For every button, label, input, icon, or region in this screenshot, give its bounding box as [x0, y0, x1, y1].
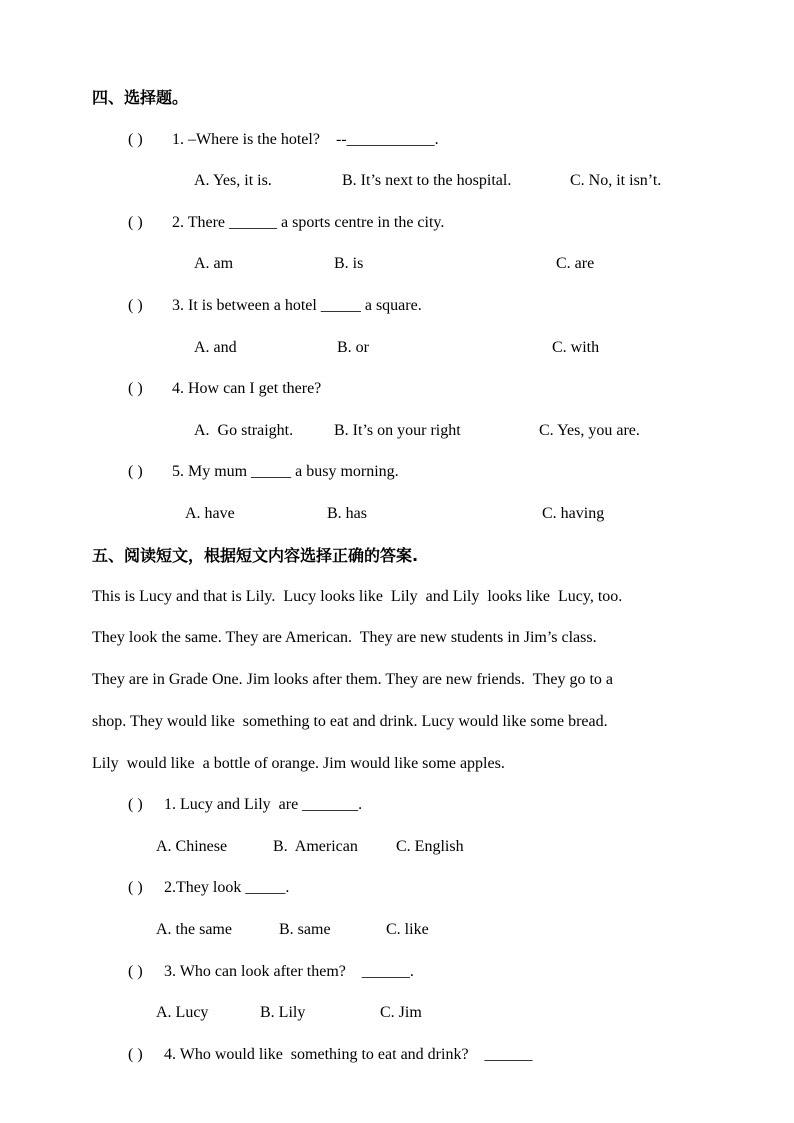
- option: A. Yes, it is.: [194, 172, 272, 189]
- option: A. have: [185, 505, 235, 522]
- question-stem: 1. –Where is the hotel? --___________.: [172, 131, 439, 148]
- option: C. Yes, you are.: [539, 422, 640, 439]
- option: C. English: [396, 838, 464, 855]
- passage-line: This is Lucy and that is Lily. Lucy looks like Lily and Lily looks like Lucy, too.: [92, 588, 623, 605]
- answer-paren: ( ): [128, 463, 143, 480]
- option: B. has: [327, 505, 367, 522]
- option: B. is: [334, 255, 364, 272]
- answer-paren: ( ): [128, 963, 143, 980]
- question-stem: 1. Lucy and Lily are _______.: [164, 796, 363, 813]
- option: A. Lucy: [156, 1004, 209, 1021]
- answer-paren: ( ): [128, 879, 143, 896]
- question-stem: 3. It is between a hotel _____ a square.: [172, 297, 422, 314]
- option: C. like: [386, 921, 429, 938]
- passage-line: shop. They would like something to eat and drink. Lucy would like some bread.: [92, 713, 608, 730]
- option: C. are: [556, 255, 595, 272]
- option: C. No, it isn’t.: [570, 172, 662, 189]
- section-heading: 四、选择题。: [92, 88, 189, 107]
- option: B. It’s next to the hospital.: [342, 172, 512, 189]
- answer-paren: ( ): [128, 131, 143, 148]
- option: B. or: [337, 339, 369, 356]
- passage-line: Lily would like a bottle of orange. Jim would like some apples.: [92, 755, 505, 772]
- question-stem: 4. How can I get there?: [172, 380, 322, 397]
- passage-line: They are in Grade One. Jim looks after them. They are new friends. They go to a: [92, 671, 614, 688]
- option: B. It’s on your right: [334, 422, 461, 439]
- option: A. Go straight.: [194, 422, 294, 439]
- option: C. Jim: [380, 1004, 422, 1021]
- option: A. the same: [156, 921, 232, 938]
- answer-paren: ( ): [128, 297, 143, 314]
- option: A. and: [194, 339, 237, 356]
- answer-paren: ( ): [128, 1046, 143, 1063]
- answer-paren: ( ): [128, 380, 143, 397]
- question-stem: 3. Who can look after them? ______.: [164, 963, 414, 980]
- answer-paren: ( ): [128, 214, 143, 231]
- question-stem: 2. There ______ a sports centre in the city.: [172, 214, 445, 231]
- option: B. same: [279, 921, 331, 938]
- question-stem: 2.They look _____.: [164, 879, 290, 896]
- option: A. am: [194, 255, 234, 272]
- option: C. with: [552, 339, 600, 356]
- option: A. Chinese: [156, 838, 228, 855]
- section-heading: 五、阅读短文，根据短文内容选择正确的答案.: [92, 546, 419, 565]
- answer-paren: ( ): [128, 796, 143, 813]
- option: C. having: [542, 505, 605, 522]
- question-stem: 4. Who would like something to eat and drink? ______: [164, 1046, 533, 1063]
- passage-line: They look the same. They are American. They are new students in Jim’s class.: [92, 629, 597, 646]
- option: B. American: [273, 838, 358, 855]
- option: B. Lily: [260, 1004, 306, 1021]
- question-stem: 5. My mum _____ a busy morning.: [172, 463, 399, 480]
